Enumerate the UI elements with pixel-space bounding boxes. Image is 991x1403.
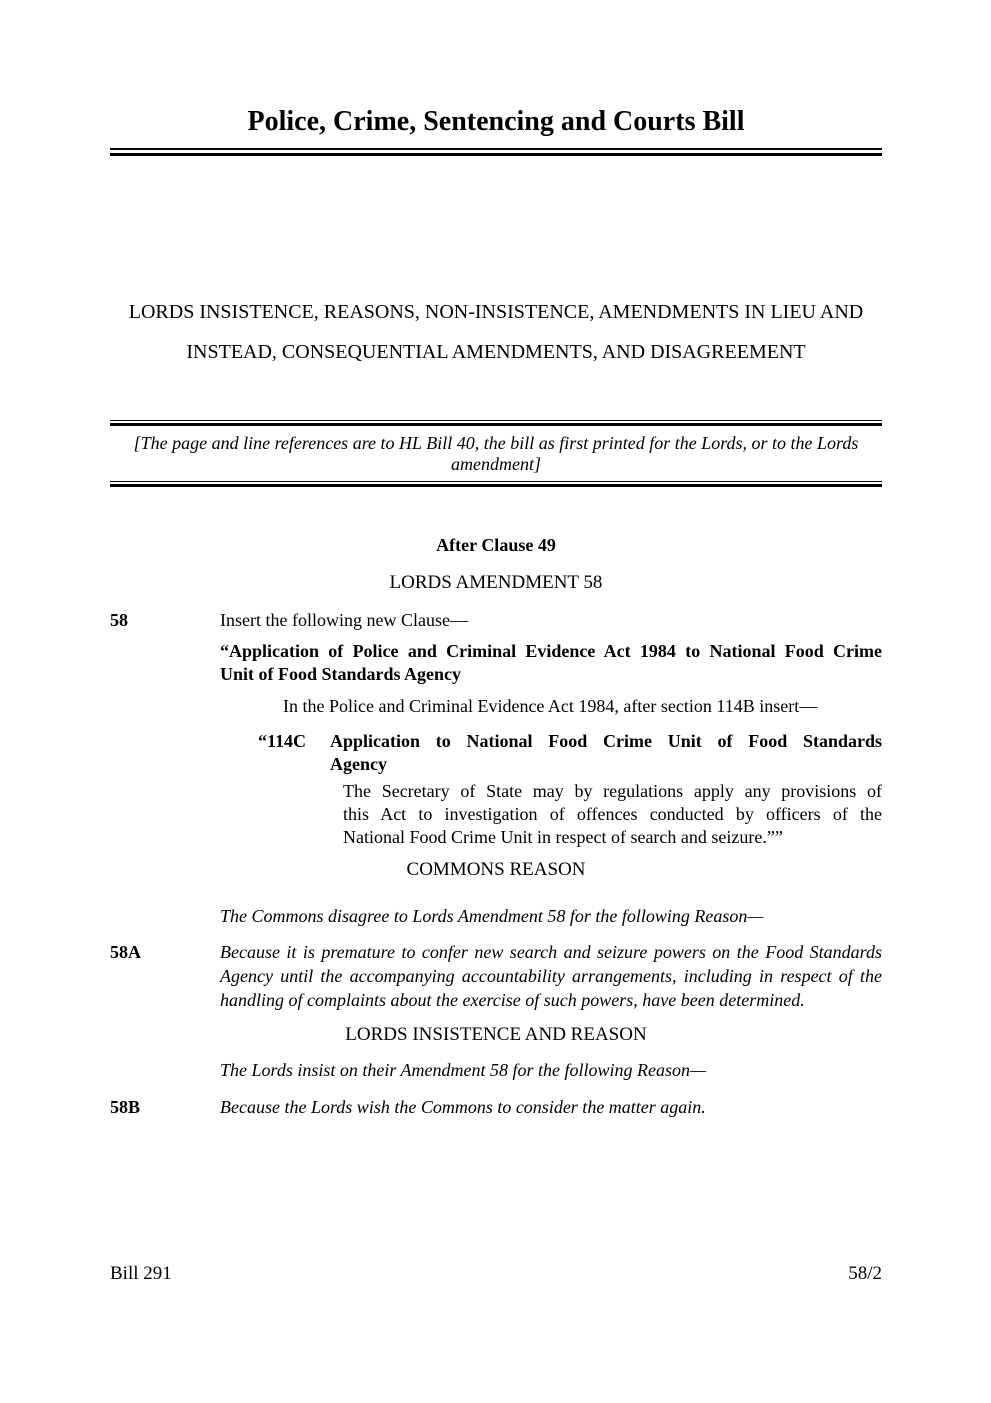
- section-number: “114C: [258, 731, 307, 751]
- commons-reason-heading: COMMONS REASON: [406, 859, 586, 880]
- crossheading: After Clause 49: [436, 535, 556, 555]
- amendment-instruction: Insert the following new Clause—: [220, 610, 468, 630]
- lords-amendment-heading: LORDS AMENDMENT 58: [389, 572, 603, 593]
- section-title-line-2: Agency: [330, 754, 387, 774]
- section-body-line-2: this Act to investigation of offences conducted by officers of the: [343, 804, 882, 824]
- section-114c-body: [343, 780, 882, 849]
- subtitle-line-2: INSTEAD, CONSEQUENTIAL AMENDMENTS, AND DISAGREEMENT: [186, 341, 806, 363]
- amendment-number: 58: [110, 610, 128, 630]
- section-title-line-1: Application to National Food Crime Unit of Food Standards: [330, 731, 882, 751]
- footer-page-number: 58/2: [848, 1263, 882, 1284]
- document-subtitle: [110, 292, 882, 372]
- reason-58a-number: 58A: [110, 942, 141, 962]
- new-clause-title: [220, 640, 882, 686]
- reason-58a-item: [110, 940, 882, 1012]
- section-body-line-3: National Food Crime Unit in respect of search and seizure.””: [343, 827, 783, 847]
- reference-note-box: [110, 420, 882, 487]
- reason-58a-text: [220, 940, 882, 1012]
- section-114c-heading: [258, 730, 882, 776]
- lords-insistence-intro: The Lords insist on their Amendment 58 for the following Reason—: [220, 1060, 707, 1080]
- reference-note: [The page and line references are to HL Bill 40, the bill as first printed for the Lords, or to the Lords amendment]: [133, 433, 859, 474]
- reason-58b-number: 58B: [110, 1097, 141, 1117]
- amendment-58-item: [110, 609, 882, 631]
- subtitle-line-1: LORDS INSISTENCE, REASONS, NON-INSISTENCE, AMENDMENTS IN LIEU AND: [128, 301, 864, 323]
- reason-58a-line-2: Agency until the accompanying accountability arrangements, including in respect of the: [220, 966, 882, 986]
- reason-58a-line-1: Because it is premature to confer new search and seizure powers on the Food Standards: [220, 942, 882, 962]
- commons-reason-intro: The Commons disagree to Lords Amendment 58 for the following Reason—: [220, 906, 764, 926]
- footer-bill-number: Bill 291: [110, 1263, 172, 1284]
- section-title: [330, 730, 882, 776]
- reason-58b-text: Because the Lords wish the Commons to consider the matter again.: [220, 1097, 706, 1117]
- reason-58a-line-3: handling of complaints about the exercise of such powers, have been determined.: [220, 990, 805, 1010]
- page-footer: [110, 1262, 882, 1286]
- title-rule: [110, 148, 882, 156]
- section-body-line-1: The Secretary of State may by regulations apply any provisions of: [343, 781, 882, 801]
- clause-title-line-2: Unit of Food Standards Agency: [220, 664, 462, 684]
- lords-insistence-heading: LORDS INSISTENCE AND REASON: [345, 1024, 647, 1045]
- note-rule-bottom: [110, 481, 882, 487]
- clause-title-line-1: “Application of Police and Criminal Evidence Act 1984 to National Food Crime: [220, 641, 882, 661]
- insert-instruction: In the Police and Criminal Evidence Act 1984, after section 114B insert—: [283, 696, 818, 716]
- document-title: Police, Crime, Sentencing and Courts Bill: [247, 106, 745, 137]
- reason-58b-item: [110, 1095, 882, 1119]
